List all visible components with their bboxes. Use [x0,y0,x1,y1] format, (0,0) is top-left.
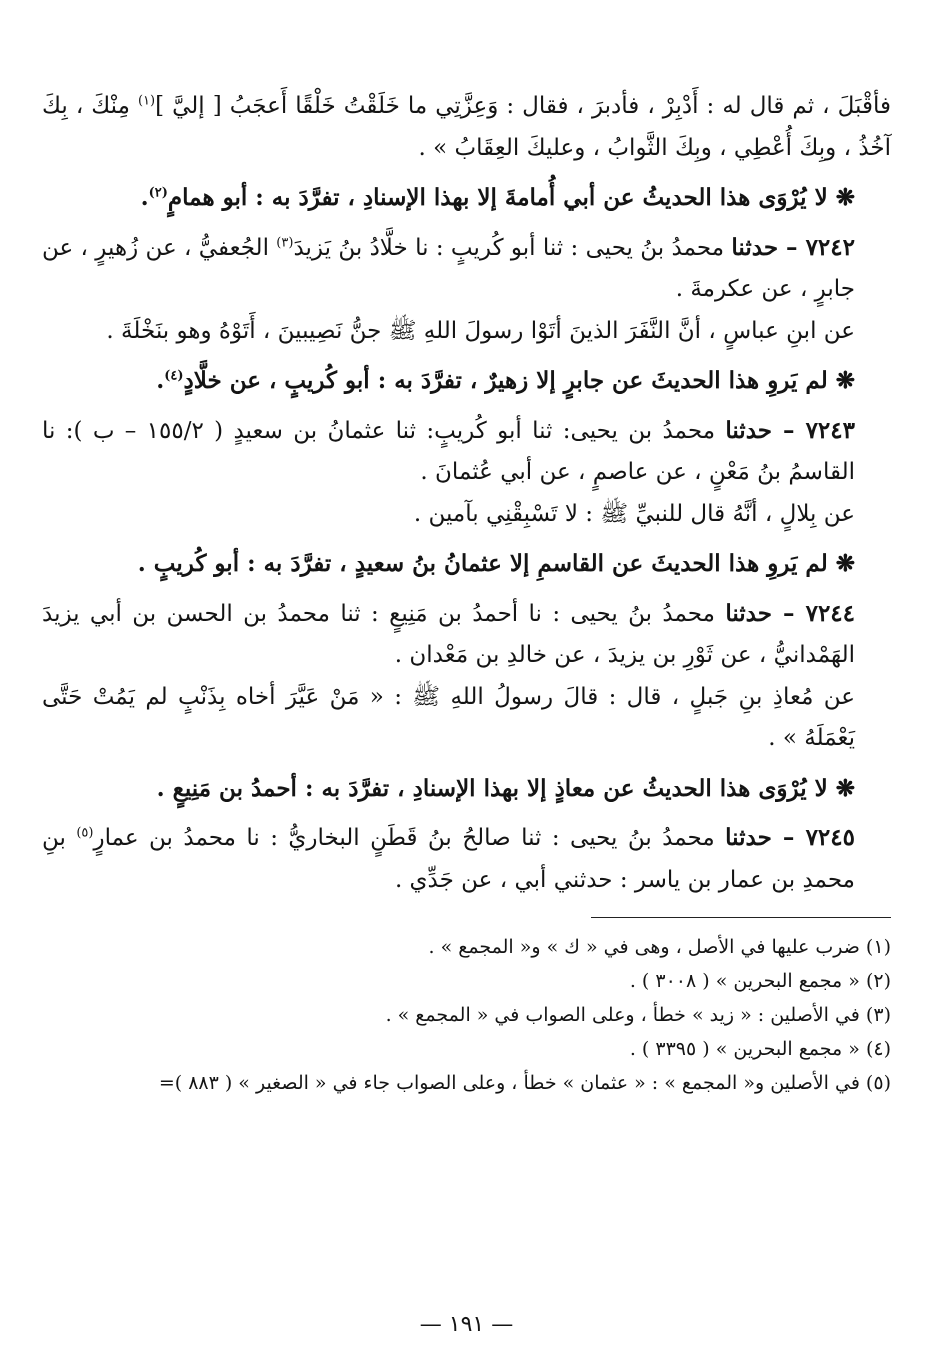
text-run: فأقْبَلَ ، ثم قال له : أَدْبِرْ ، فأدبرَ ، فقال : وَعِزَّتِي ما خَلَقْتُ خَلْقًا أَعجَبُ [ إليَّ ] [155,93,891,119]
text-run: محمدُ بنُ يحيى : ثنا أبو كُريبٍ : نا خلَّادُ بنُ يَزيدَ [293,234,732,261]
footnote-marker: (١) [137,93,156,109]
hadith-isnad [42,410,891,494]
footnote-marker: (٢) [148,185,168,201]
text-run: محمدُ بنُ يحيى : ثنا صالحُ بنُ قَطَنٍ البخاريُّ : نا محمدُ بن عمارٍ [93,825,726,851]
hadith-comment: ❋ لا يُرْوَى هذا الحديثُ عن معاذٍ إلا بهذا الإسنادِ ، تفرَّدَ به : أحمدُ بن مَنِيعٍ . [156,774,855,802]
hadith-number: ٧٢٤٤ – حدثنا [725,599,856,627]
hadith-comment [42,177,891,219]
hadith-isnad [42,227,891,311]
hadith-text: عن مُعاذِ بنِ جَبلٍ ، قال : قالَ رسولُ اللهِ ﷺ : « مَنْ عَيَّرَ أخاه بِذَنْبٍ لم يَمُتْ حَتَّى يَعْمَلَهُ » . [42,683,856,751]
footnote: (٤) « مجمع البحرين » ( ٣٣٩٥ ) . [629,1038,891,1060]
text-run: بنِ محمدِ بن عمار بن ياسر : حدثني أبي ، عن جَدِّي . [42,825,855,893]
footnote-marker: (٤) [164,368,184,384]
hadith-number: ٧٢٤٥ – حدثنا [725,824,855,851]
footnote-separator [591,917,891,918]
hadith-text [42,86,891,169]
text-run: . [140,184,149,211]
footnote: (٥) في الأصلين و« المجمع » : « عثمان » خطأ ، وعلى الصواب جاء في « الصغير » ( ٨٨٣ )= [158,1072,891,1094]
text-run: محمدُ بنُ يحيى : نا أحمدُ بن مَنِيعٍ : ثنا محمدُ بن الحسن بن أبي يزيدَ الهَمْدانيُّ ، عن ثَوْرِ بن يزيدَ ، عن خالدِ بن مَعْدان . [42,600,855,668]
text-run: ❋ لا يُرْوَى هذا الحديثُ عن أبي أُمامةَ إلا بهذا الإسنادِ ، تفرَّدَ به : أبو همامٍ [167,184,855,211]
page-number: — ١٩١ — [419,1312,514,1337]
footnote: (٢) « مجمع البحرين » ( ٣٠٠٨ ) . [629,970,891,992]
footnotes [42,930,891,1100]
hadith-isnad [42,593,891,677]
text-run: مِنْكَ ، بِكَ آخُذُ ، وبِكَ أُعْطِي ، وبِكَ الثَّوابُ ، وعليكَ العِقَابُ » . [42,93,891,161]
text-run: الجُعفيُّ ، عن زُهيرٍ ، عن جابرٍ ، عن عكرمةَ . [42,234,855,302]
hadith-isnad [42,817,891,901]
text-run: ❋ لم يَروِ هذا الحديثَ عن جابرٍ إلا زهيرٌ ، تفرَّدَ به : أبو كُريبٍ ، عن خلَّادٍ [183,367,855,394]
text-run: . [156,367,165,394]
hadith-number: ٧٢٤٣ – حدثنا [725,416,855,444]
footnote-marker: (٣) [276,234,294,250]
hadith-text: عن بِلالٍ ، أنَّهُ قال للنبيِّ ﷺ : لا تَسْبِقْنِي بآمين . [413,500,855,527]
hadith-number: ٧٢٤٢ – حدثنا [731,233,855,261]
footnote: (١) ضرب عليها في الأصل ، وهى في « ك » و« المجمع » . [428,936,891,958]
hadith-text: عن ابنِ عباسٍ ، أنَّ النَّفَرَ الذينَ أتَوْا رسولَ اللهِ ﷺ جنُّ نَصِيبينَ ، أَتَوْهُ وهو بنَخْلَةَ . [106,317,855,344]
hadith-comment [42,360,891,402]
hadith-comment: ❋ لم يَروِ هذا الحديثَ عن القاسمِ إلا عثمانُ بنُ سعيدٍ ، تفرَّدَ به : أبو كُريبٍ . [137,550,855,577]
footnote: (٣) في الأصلين : « زيد » خطأ ، وعلى الصواب في « المجمع » . [385,1004,891,1026]
text-run: محمدُ بن يحيى: ثنا أبو كُريبٍ: ثنا عثمانُ بن سعيدٍ ( ١٥٥/٢ – ب ): نا القاسمُ بنُ مَعْنٍ ، عن عاصمٍ ، عن أبي عُثمانَ . [42,417,855,485]
footnote-marker: (٥) [76,825,94,841]
main-text [42,86,891,901]
